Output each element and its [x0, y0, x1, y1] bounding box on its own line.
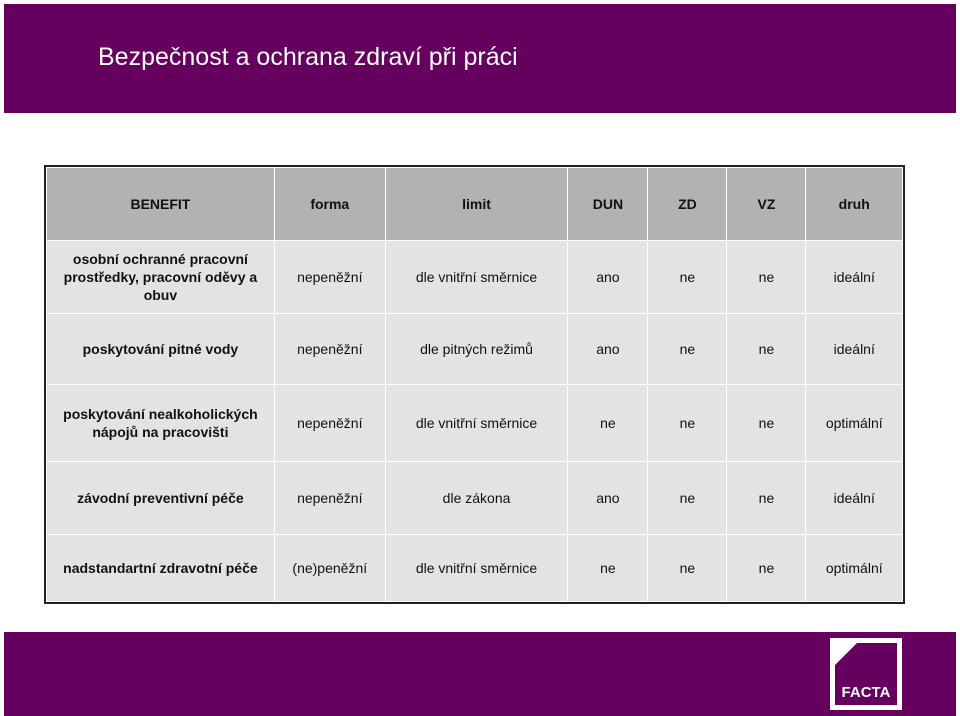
cell-benefit: poskytování nealkoholických nápojů na pracovišti	[47, 385, 275, 462]
facta-logo	[830, 638, 902, 710]
cell-dun: ne	[568, 535, 648, 602]
logo-corner-icon	[835, 643, 857, 665]
table-row	[47, 535, 903, 602]
cell-druh: ideální	[806, 314, 903, 385]
cell-vz: ne	[727, 314, 806, 385]
header-forma: forma	[274, 168, 385, 241]
footer-banner	[4, 632, 956, 716]
header-limit: limit	[385, 168, 568, 241]
cell-benefit: nadstandartní zdravotní péče	[47, 535, 275, 602]
table-row	[47, 385, 903, 462]
logo-text: FACTA	[841, 684, 891, 701]
facta-logo-mark	[835, 643, 897, 705]
header-zd: ZD	[648, 168, 727, 241]
table-header-row	[47, 168, 903, 241]
cell-limit: dle vnitřní směrnice	[385, 385, 568, 462]
cell-zd: ne	[648, 385, 727, 462]
cell-zd: ne	[648, 314, 727, 385]
cell-vz: ne	[727, 535, 806, 602]
cell-vz: ne	[727, 241, 806, 314]
cell-zd: ne	[648, 462, 727, 535]
cell-druh: optimální	[806, 535, 903, 602]
page-title: Bezpečnost a ochrana zdraví při práci	[98, 43, 518, 71]
cell-limit: dle pitných režimů	[385, 314, 568, 385]
cell-dun: ano	[568, 314, 648, 385]
cell-zd: ne	[648, 535, 727, 602]
cell-vz: ne	[727, 462, 806, 535]
cell-zd: ne	[648, 241, 727, 314]
table-row	[47, 462, 903, 535]
cell-druh: ideální	[806, 462, 903, 535]
cell-druh: ideální	[806, 241, 903, 314]
cell-druh: optimální	[806, 385, 903, 462]
cell-limit: dle vnitřní směrnice	[385, 535, 568, 602]
cell-dun: ano	[568, 462, 648, 535]
benefits-table	[46, 167, 903, 602]
header-vz: VZ	[727, 168, 806, 241]
cell-limit: dle vnitřní směrnice	[385, 241, 568, 314]
cell-vz: ne	[727, 385, 806, 462]
header-benefit: BENEFIT	[47, 168, 275, 241]
cell-forma: (ne)peněžní	[274, 535, 385, 602]
cell-limit: dle zákona	[385, 462, 568, 535]
cell-dun: ne	[568, 385, 648, 462]
cell-forma: nepeněžní	[274, 462, 385, 535]
cell-benefit: závodní preventivní péče	[47, 462, 275, 535]
table-row	[47, 314, 903, 385]
cell-benefit: osobní ochranné pracovní prostředky, pracovní oděvy a obuv	[47, 241, 275, 314]
cell-forma: nepeněžní	[274, 314, 385, 385]
cell-forma: nepeněžní	[274, 385, 385, 462]
cell-forma: nepeněžní	[274, 241, 385, 314]
header-dun: DUN	[568, 168, 648, 241]
header-druh: druh	[806, 168, 903, 241]
table-row	[47, 241, 903, 314]
cell-benefit: poskytování pitné vody	[47, 314, 275, 385]
cell-dun: ano	[568, 241, 648, 314]
